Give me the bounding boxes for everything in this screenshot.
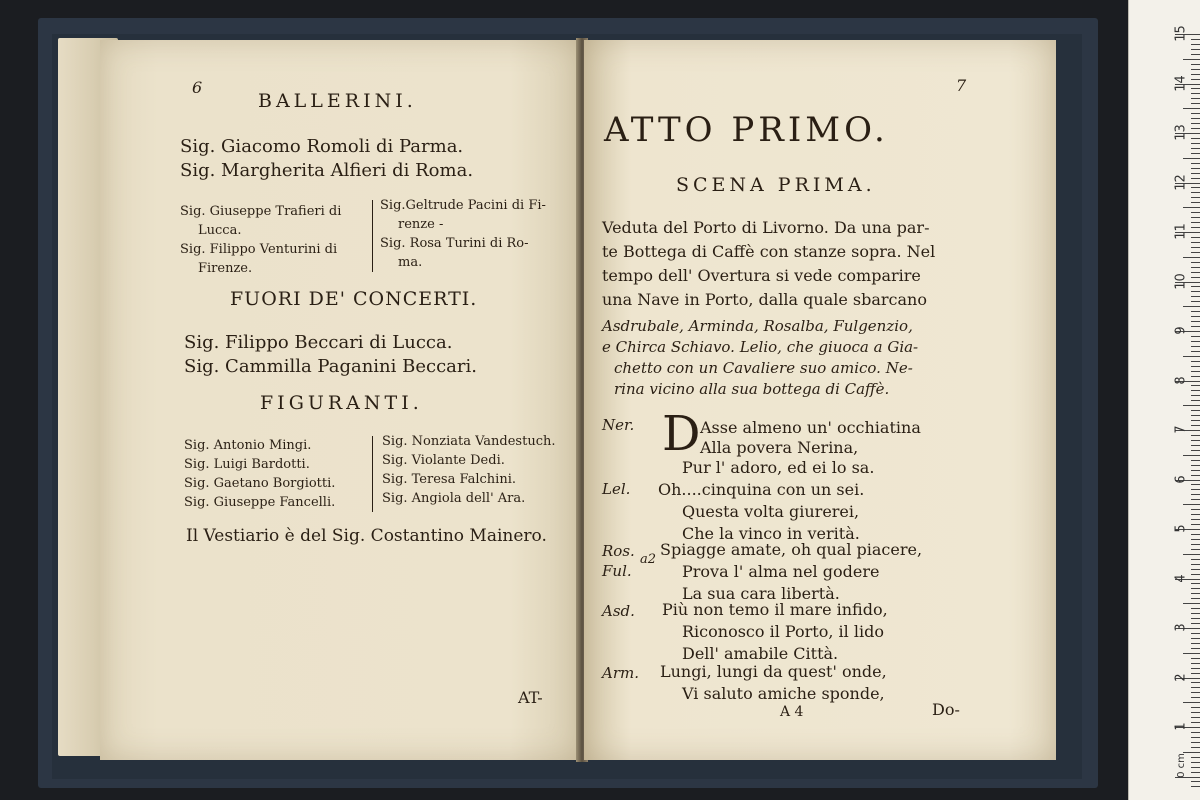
ruler-tick xyxy=(1191,385,1200,386)
ruler-tick xyxy=(1191,326,1200,327)
speaker-label: Ner. xyxy=(602,416,635,434)
ruler-tick xyxy=(1191,643,1200,644)
ruler-tick xyxy=(1183,603,1200,604)
ruler-tick xyxy=(1191,296,1200,297)
ruler-tick xyxy=(1191,153,1200,154)
ruler-tick xyxy=(1191,489,1200,490)
ruler-tick xyxy=(1191,593,1200,594)
ruler-tick xyxy=(1191,618,1200,619)
verse-line: Asse almeno un' occhiatina xyxy=(700,418,921,437)
ruler-tick xyxy=(1191,559,1200,560)
ruler-tick xyxy=(1191,93,1200,94)
ruler-tick xyxy=(1191,128,1200,129)
ruler-tick xyxy=(1191,123,1200,124)
ruler-tick xyxy=(1191,400,1200,401)
ruler-tick xyxy=(1191,168,1200,169)
ruler-tick xyxy=(1191,608,1200,609)
ruler-tick xyxy=(1183,504,1200,505)
heading-ballerini: BALLERINI. xyxy=(258,90,417,112)
ruler-tick xyxy=(1191,747,1200,748)
ruler-tick xyxy=(1191,583,1200,584)
ruler-tick xyxy=(1191,445,1200,446)
ruler-tick xyxy=(1183,306,1200,307)
ruler-tick xyxy=(1191,633,1200,634)
ruler-tick xyxy=(1191,163,1200,164)
ruler-tick xyxy=(1191,311,1200,312)
ruler-tick xyxy=(1191,118,1200,119)
ruler-tick xyxy=(1191,321,1200,322)
ruler-number: 1 xyxy=(1173,722,1189,731)
ruler-tick xyxy=(1191,212,1200,213)
ruler-tick xyxy=(1191,499,1200,500)
ruler-tick xyxy=(1191,440,1200,441)
ruler-tick xyxy=(1191,534,1200,535)
ruler-tick xyxy=(1191,420,1200,421)
ruler-tick xyxy=(1191,544,1200,545)
ruler-tick xyxy=(1191,494,1200,495)
ruler-tick xyxy=(1191,762,1200,763)
ruler-tick xyxy=(1191,509,1200,510)
verse-line: La sua cara libertà. xyxy=(682,584,840,603)
speaker-label: Arm. xyxy=(602,664,639,682)
heading-fuori: FUORI DE' CONCERTI. xyxy=(230,288,478,310)
ruler-tick xyxy=(1191,390,1200,391)
ruler-tick xyxy=(1191,173,1200,174)
column-divider xyxy=(372,436,373,512)
act-title: ATTO PRIMO. xyxy=(604,110,889,150)
ruler-tick xyxy=(1191,361,1200,362)
costume-note: Il Vestiario è del Sig. Costantino Mainero. xyxy=(186,526,547,546)
ruler-tick xyxy=(1191,668,1200,669)
ruler-tick xyxy=(1183,356,1200,357)
ruler-number: 2 xyxy=(1173,672,1189,682)
ruler-tick xyxy=(1191,781,1200,782)
ruler-tick xyxy=(1191,138,1200,139)
verse-line: Questa volta giurerei, xyxy=(682,502,860,521)
ruler-number: 3 xyxy=(1173,623,1189,632)
ruler-tick xyxy=(1191,143,1200,144)
ruler-tick xyxy=(1191,262,1200,263)
drop-cap: D xyxy=(662,406,701,462)
ruler-tick xyxy=(1191,742,1200,743)
ruler-tick xyxy=(1191,316,1200,317)
ruler-tick xyxy=(1191,79,1200,80)
ruler-tick xyxy=(1191,272,1200,273)
speaker-label: Ful. xyxy=(602,562,632,580)
ruler-tick xyxy=(1191,267,1200,268)
dancer-line: Sig. Giacomo Romoli di Parma. xyxy=(180,136,464,157)
ruler-tick xyxy=(1191,197,1200,198)
ruler-tick xyxy=(1191,242,1200,243)
page-number: 6 xyxy=(192,78,203,97)
ruler-tick xyxy=(1191,465,1200,466)
ruler-tick xyxy=(1191,227,1200,228)
ruler-tick xyxy=(1191,435,1200,436)
ruler-tick xyxy=(1191,395,1200,396)
verse-line: Lungi, lungi da quest' onde, xyxy=(660,662,887,681)
ruler-tick xyxy=(1191,687,1200,688)
ruler-tick xyxy=(1191,49,1200,50)
ruler-number: 12 xyxy=(1173,173,1189,191)
heading-figuranti: FIGURANTI. xyxy=(260,392,423,414)
verse-line: Più non temo il mare infido, xyxy=(662,600,888,619)
ruler-tick xyxy=(1191,598,1200,599)
left-page xyxy=(100,40,582,760)
ruler-tick xyxy=(1191,638,1200,639)
ruler-tick xyxy=(1191,376,1200,377)
verse-line: Riconosco il Porto, il lido xyxy=(682,622,884,641)
ruler-tick xyxy=(1191,148,1200,149)
ruler-tick xyxy=(1183,207,1200,208)
ruler-tick xyxy=(1191,202,1200,203)
ruler-number: 10 xyxy=(1173,272,1189,290)
ruler-tick xyxy=(1191,717,1200,718)
ruler-tick xyxy=(1191,69,1200,70)
ruler-tick xyxy=(1191,247,1200,248)
ruler-tick xyxy=(1191,450,1200,451)
ruler-tick xyxy=(1191,613,1200,614)
dancer-line: Sig. Margherita Alfieri di Roma. xyxy=(180,160,474,181)
ruler-number: 5 xyxy=(1173,524,1189,533)
speaker-label: Lel. xyxy=(602,480,631,498)
ruler-tick xyxy=(1191,484,1200,485)
verse-line: Oh....cinquina con un sei. xyxy=(658,480,865,499)
speaker-label: Ros. xyxy=(602,542,635,560)
ruler-tick xyxy=(1191,351,1200,352)
ruler-number: 11 xyxy=(1173,223,1189,240)
ruler-tick xyxy=(1191,178,1200,179)
ruler-tick xyxy=(1191,648,1200,649)
ruler-tick xyxy=(1183,405,1200,406)
figuranti-col2: Sig. Nonziata Vandestuch. Sig. Violante Dedi. Sig. Teresa Falchini. Sig. Angiola dell' Ara. xyxy=(382,434,556,506)
ruler-tick xyxy=(1191,277,1200,278)
ruler-tick xyxy=(1191,707,1200,708)
ruler-number: 15 xyxy=(1173,25,1189,42)
verse-line: Alla povera Nerina, xyxy=(700,438,859,457)
ruler-number: 4 xyxy=(1173,573,1189,583)
ruler-tick xyxy=(1191,658,1200,659)
ruler-tick xyxy=(1191,113,1200,114)
character-list: Asdrubale, Arminda, Rosalba, Fulgenzio, e Chirca Schiavo. Lelio, che giuoca a Gia- chetto con un Cavaliere suo amico. Ne- rina vicino alla sua bottega di Caffè. xyxy=(602,317,919,398)
ruler-tick xyxy=(1191,217,1200,218)
ruler-tick xyxy=(1191,341,1200,342)
ruler-tick xyxy=(1191,187,1200,188)
ruler-tick xyxy=(1183,455,1200,456)
ruler-tick xyxy=(1191,519,1200,520)
ruler-tick xyxy=(1191,569,1200,570)
ruler-tick xyxy=(1191,44,1200,45)
ruler-tick xyxy=(1183,158,1200,159)
dancer-line: Sig. Filippo Beccari di Lucca. xyxy=(184,332,453,353)
ruler-number: 8 xyxy=(1173,375,1189,385)
ruler-tick xyxy=(1191,415,1200,416)
ruler-tick xyxy=(1183,653,1200,654)
scene-title: SCENA PRIMA. xyxy=(676,174,876,196)
verse-line: Dell' amabile Città. xyxy=(682,644,839,663)
ruler-tick xyxy=(1191,222,1200,223)
ruler-tick xyxy=(1191,252,1200,253)
ruler-tick xyxy=(1191,786,1200,787)
catchword: AT- xyxy=(518,688,543,707)
ruler-tick xyxy=(1191,291,1200,292)
ruler-tick xyxy=(1191,425,1200,426)
ruler-tick xyxy=(1191,460,1200,461)
ruler-tick xyxy=(1191,588,1200,589)
ruler-tick xyxy=(1191,286,1200,287)
ruler-tick xyxy=(1191,692,1200,693)
ruler-tick xyxy=(1191,410,1200,411)
ruler-tick xyxy=(1191,623,1200,624)
ruler-tick xyxy=(1191,682,1200,683)
ruler-tick xyxy=(1191,470,1200,471)
ruler-tick xyxy=(1191,663,1200,664)
ruler-number: 13 xyxy=(1173,124,1189,141)
dancer-col1: Sig. Giuseppe Trafieri di Lucca. Sig. Filippo Venturini di Firenze. xyxy=(180,204,342,276)
ruler-tick xyxy=(1191,366,1200,367)
ruler-tick xyxy=(1191,574,1200,575)
ruler-number: 6 xyxy=(1173,474,1189,484)
ruler-tick xyxy=(1191,772,1200,773)
right-page xyxy=(584,40,1056,760)
measurement-ruler xyxy=(1128,0,1200,800)
speaker-label: Asd. xyxy=(602,602,635,620)
ruler-tick xyxy=(1183,257,1200,258)
catchword: Do- xyxy=(932,700,960,719)
ruler-tick xyxy=(1183,554,1200,555)
dancer-col2: Sig.Geltrude Pacini di Fi- renze - Sig. Rosa Turini di Ro- ma. xyxy=(380,198,546,270)
ruler-tick xyxy=(1191,564,1200,565)
ruler-tick xyxy=(1191,301,1200,302)
ruler-tick xyxy=(1191,767,1200,768)
ruler-tick xyxy=(1191,74,1200,75)
ruler-tick xyxy=(1191,346,1200,347)
column-divider xyxy=(372,200,373,272)
ruler-tick xyxy=(1191,336,1200,337)
ruler-tick xyxy=(1191,192,1200,193)
verse-line: Vi saluto amiche sponde, xyxy=(682,684,885,703)
ruler-tick xyxy=(1191,237,1200,238)
ruler-tick xyxy=(1191,697,1200,698)
ruler-tick xyxy=(1183,702,1200,703)
verse-line: Che la vinco in verità. xyxy=(682,524,860,543)
ruler-tick xyxy=(1191,103,1200,104)
verse-line: Spiagge amate, oh qual piacere, xyxy=(660,540,923,559)
ruler-tick xyxy=(1191,732,1200,733)
ruler-tick xyxy=(1191,371,1200,372)
signature-mark: A 4 xyxy=(780,704,804,720)
ruler-number: 7 xyxy=(1173,425,1189,434)
ruler-tick xyxy=(1191,54,1200,55)
stage-direction: Veduta del Porto di Livorno. Da una par- te Bottega di Caffè con stanze sopra. Nel tempo dell' Overtura si vede comparire una Nave in Porto, dalla quale sbarcano xyxy=(602,218,936,309)
ruler-tick xyxy=(1191,39,1200,40)
ruler-tick xyxy=(1191,722,1200,723)
ruler-unit: 0 cm xyxy=(1175,753,1187,778)
verse-line: Pur l' adoro, ed ei lo sa. xyxy=(682,458,875,477)
ruler-tick xyxy=(1191,737,1200,738)
ruler-tick xyxy=(1191,475,1200,476)
ruler-tick xyxy=(1191,524,1200,525)
ruler-tick xyxy=(1191,514,1200,515)
verse-line: Prova l' alma nel godere xyxy=(682,562,880,581)
ruler-number: 14 xyxy=(1173,74,1189,92)
ruler-tick xyxy=(1191,64,1200,65)
ruler-tick xyxy=(1191,549,1200,550)
ruler-tick xyxy=(1191,673,1200,674)
a2-mark: a2 xyxy=(640,552,657,567)
ruler-tick xyxy=(1191,712,1200,713)
dancer-line: Sig. Cammilla Paganini Beccari. xyxy=(184,356,477,377)
figuranti-col1: Sig. Antonio Mingi. Sig. Luigi Bardotti. Sig. Gaetano Borgiotti. Sig. Giuseppe Fancelli. xyxy=(184,438,336,510)
ruler-tick xyxy=(1191,757,1200,758)
page-number: 7 xyxy=(956,76,967,95)
ruler-number: 9 xyxy=(1173,326,1189,335)
ruler-tick xyxy=(1183,108,1200,109)
ruler-tick xyxy=(1191,539,1200,540)
ruler-tick xyxy=(1183,59,1200,60)
ruler-tick xyxy=(1191,88,1200,89)
ruler-tick xyxy=(1191,98,1200,99)
